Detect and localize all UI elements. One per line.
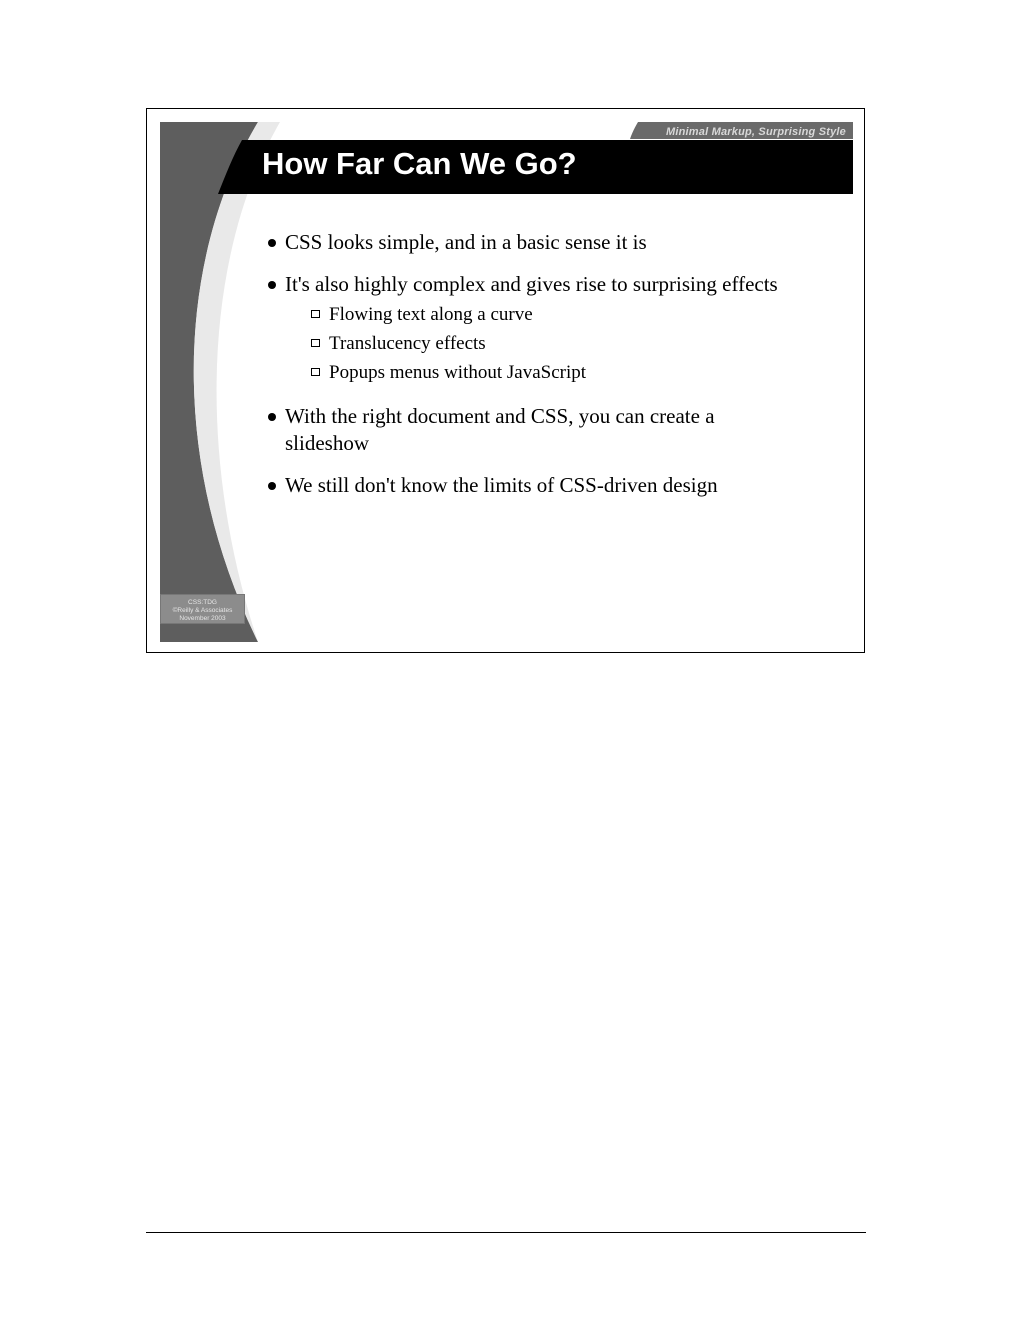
sub-bullet-item xyxy=(265,300,825,329)
sub-bullet-text: Translucency effects xyxy=(329,333,486,354)
sub-bullet-item xyxy=(265,329,825,358)
slide-tagline: Minimal Markup, Surprising Style xyxy=(666,126,846,138)
square-bullet-icon xyxy=(311,339,320,347)
bullet-dot-icon xyxy=(268,281,276,289)
footer-line: ©Reilly & Associates xyxy=(172,607,233,614)
bullet-item xyxy=(265,403,755,457)
bullet-item xyxy=(265,271,825,298)
square-bullet-icon xyxy=(311,310,320,318)
bullet-text: With the right document and CSS, you can create a slideshow xyxy=(285,404,715,455)
bullet-dot-icon xyxy=(268,482,276,490)
slide-content xyxy=(265,229,825,499)
page-footer-rule xyxy=(146,1232,866,1233)
bullet-text: We still don't know the limits of CSS-driven design xyxy=(285,473,718,497)
bullet-dot-icon xyxy=(268,239,276,247)
bullet-item xyxy=(265,229,825,256)
sub-bullet-text: Popups menus without JavaScript xyxy=(329,362,587,383)
square-bullet-icon xyxy=(311,368,320,376)
footer-line: CSS:TDG xyxy=(188,599,217,606)
bullet-item xyxy=(265,472,825,499)
slide-frame xyxy=(146,108,865,653)
sub-bullet-text: Flowing text along a curve xyxy=(329,304,533,325)
footer-line: November 2003 xyxy=(179,615,226,622)
sub-bullet-item xyxy=(265,358,825,387)
bullet-dot-icon xyxy=(268,413,276,421)
bullet-text: CSS looks simple, and in a basic sense it is xyxy=(285,230,647,254)
bullet-text: It's also highly complex and gives rise to surprising effects xyxy=(285,272,778,296)
slide-title: How Far Can We Go? xyxy=(262,146,577,181)
slide-footer xyxy=(160,594,245,624)
